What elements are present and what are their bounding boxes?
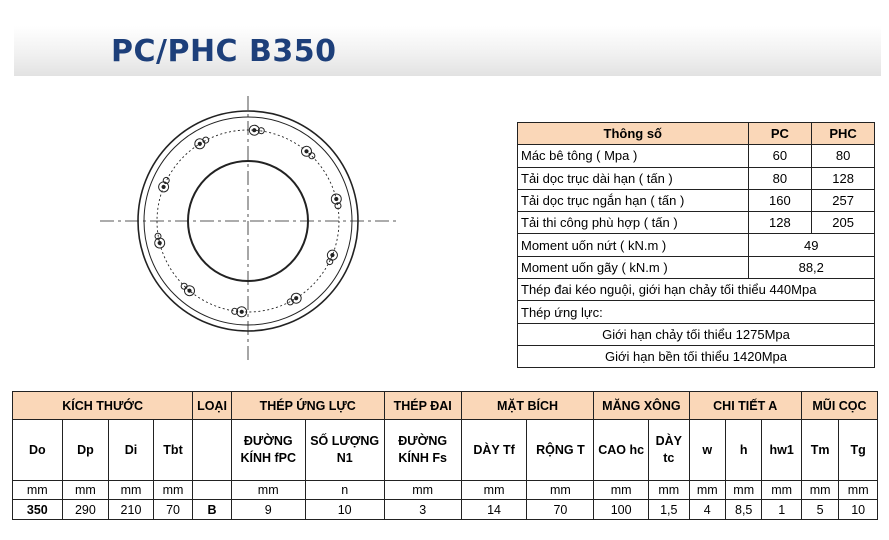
group-kich-thuoc: KÍCH THƯỚC [13,392,193,420]
spec-label: Tải dọc trục ngắn hạn ( tấn ) [518,189,749,211]
spec-note-row [518,279,875,301]
sub-header-cell: ĐƯỜNG KÍNH fPC [231,420,305,481]
value-cell: 1 [762,500,802,520]
sub-header-cell: Tg [839,420,878,481]
sub-header-cell: RỘNG T [527,420,594,481]
value-cell: 70 [527,500,594,520]
sub-header-cell: DÀY tc [649,420,690,481]
sub-header-cell: Di [109,420,154,481]
unit-cell: mm [594,481,649,500]
spec-header-phc: PHC [812,123,875,145]
dimension-table [12,391,878,520]
group-loai: LOẠI [193,392,231,420]
sub-header-cell: Tm [801,420,838,481]
spec-pc: 128 [748,212,812,234]
spec-pc: 160 [748,189,812,211]
spec-row [518,212,875,234]
unit-cell: mm [13,481,63,500]
group-mui-coc: MŨI CỌC [801,392,877,420]
spec-label: Mác bê tông ( Mpa ) [518,145,749,167]
value-cell: B [193,500,231,520]
group-header-row [13,392,878,420]
sub-header-row [13,420,878,481]
value-cell: 100 [594,500,649,520]
sub-header-cell: SỐ LƯỢNG N1 [305,420,384,481]
page-title: PC/PHC B350 [111,34,337,69]
sub-header-cell: ĐƯỜNG KÍNH Fs [384,420,461,481]
spec-row [518,145,875,167]
spec-header-param: Thông số [518,123,749,145]
spec-pc: 60 [748,145,812,167]
spec-note: Giới hạn bền tối thiểu 1420Mpa [518,345,875,367]
bolt-hole [330,193,343,210]
spec-value: 49 [748,234,875,256]
group-chi-tiet-a: CHI TIẾT A [689,392,801,420]
value-cell: 8,5 [725,500,761,520]
spec-note: Thép đai kéo nguội, giới hạn chảy tối thiểu 440Mpa [518,279,875,301]
unit-cell: mm [384,481,461,500]
value-cell: 1,5 [649,500,690,520]
spec-pc: 80 [748,167,812,189]
spec-row-merged [518,234,875,256]
spec-label: Tải dọc trục dài hạn ( tấn ) [518,167,749,189]
unit-cell: mm [762,481,802,500]
spec-label: Moment uốn gãy ( kN.m ) [518,256,749,278]
bolt-hole [231,306,247,317]
value-cell: 9 [231,500,305,520]
unit-cell: n [305,481,384,500]
value-cell: 3 [384,500,461,520]
group-mang-xong: MĂNG XÔNG [594,392,689,420]
group-thep-ung-luc: THÉP ỨNG LỰC [231,392,384,420]
unit-cell: mm [461,481,527,500]
value-cell: 10 [839,500,878,520]
spec-label: Moment uốn nứt ( kN.m ) [518,234,749,256]
spec-value: 88,2 [748,256,875,278]
spec-header-pc: PC [748,123,812,145]
spec-phc: 80 [812,145,875,167]
bolt-hole [157,176,172,194]
spec-note-row [518,323,875,345]
spec-note-row [518,345,875,367]
pile-cross-section-drawing [100,96,400,366]
value-cell: 4 [689,500,725,520]
unit-cell: mm [839,481,878,500]
bolt-hole [299,144,317,161]
value-cell: 14 [461,500,527,520]
group-thep-dai: THÉP ĐAI [384,392,461,420]
spec-header-row [518,123,875,145]
spec-table [517,122,875,368]
sub-header-cell: Dp [62,420,109,481]
value-cell: 290 [62,500,109,520]
unit-cell: mm [689,481,725,500]
bolt-hole [285,291,303,307]
spec-row [518,189,875,211]
unit-cell: mm [801,481,838,500]
sub-header-cell: Do [13,420,63,481]
unit-cell: mm [527,481,594,500]
sub-header-cell [193,420,231,481]
sub-header-cell: hw1 [762,420,802,481]
sub-header-cell: Tbt [153,420,193,481]
unit-cell [193,481,231,500]
sub-header-cell: DÀY Tf [461,420,527,481]
group-mat-bich: MẶT BÍCH [461,392,594,420]
spec-note: Giới hạn chảy tối thiểu 1275Mpa [518,323,875,345]
spec-row [518,167,875,189]
value-row [13,500,878,520]
unit-cell: mm [62,481,109,500]
value-cell: 210 [109,500,154,520]
value-cell: 350 [13,500,63,520]
value-cell: 10 [305,500,384,520]
sub-header-cell: w [689,420,725,481]
spec-label: Tải thi công phù hợp ( tấn ) [518,212,749,234]
value-cell: 5 [801,500,838,520]
unit-cell: mm [231,481,305,500]
spec-phc: 257 [812,189,875,211]
unit-cell: mm [649,481,690,500]
sub-header-cell: CAO hc [594,420,649,481]
spec-row-merged [518,256,875,278]
sub-header-cell: h [725,420,761,481]
spec-note: Thép ứng lực: [518,301,875,323]
spec-note-row [518,301,875,323]
spec-phc: 205 [812,212,875,234]
spec-phc: 128 [812,167,875,189]
unit-cell: mm [153,481,193,500]
value-cell: 70 [153,500,193,520]
unit-cell: mm [725,481,761,500]
unit-cell: mm [109,481,154,500]
unit-row [13,481,878,500]
